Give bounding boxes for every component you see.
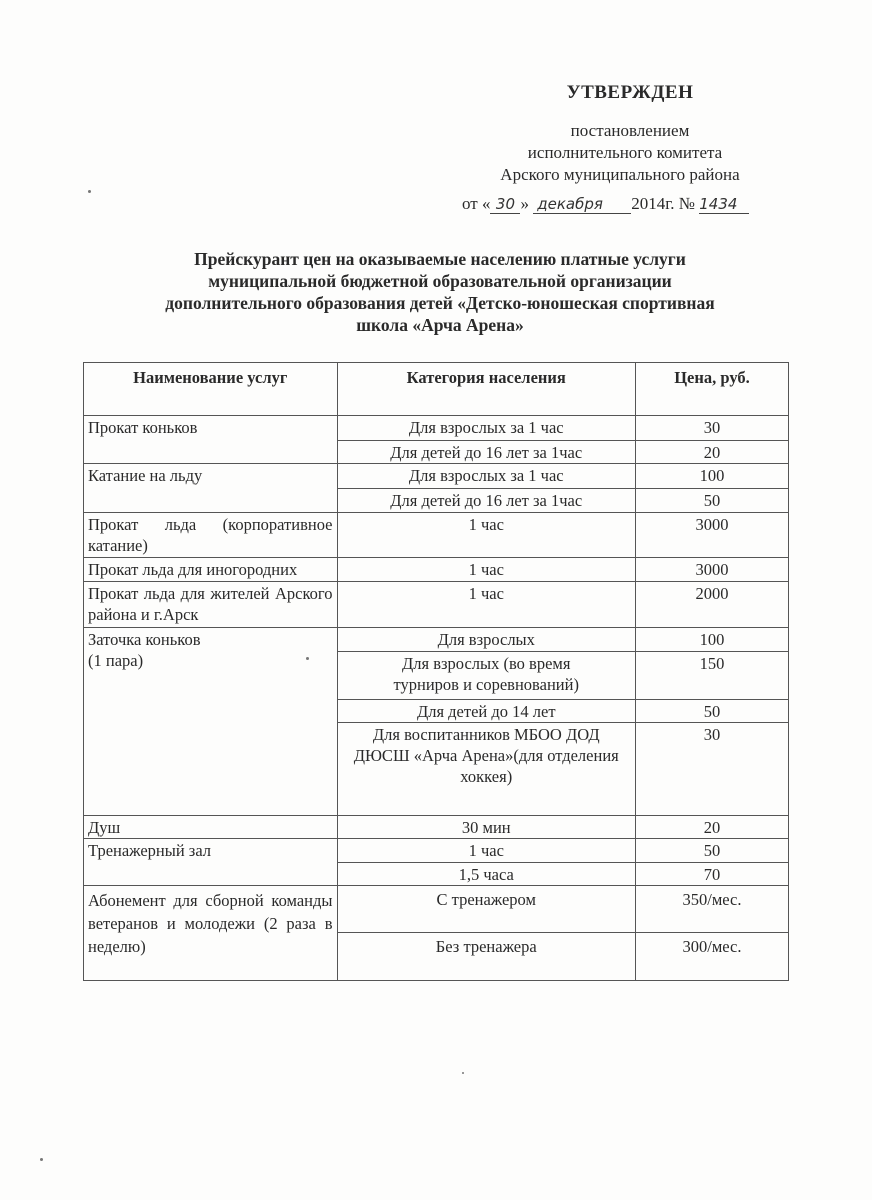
category-cell: Для детей до 16 лет за 1час <box>337 441 635 464</box>
service-cell: Душ <box>84 816 338 839</box>
category-cell: 1 час <box>337 582 635 628</box>
scan-speck <box>306 657 309 660</box>
date-prefix: от « <box>462 194 491 213</box>
price-cell: 50 <box>635 839 788 863</box>
approval-line-1: постановлением <box>570 121 690 140</box>
price-table <box>83 362 789 981</box>
price-cell: 150 <box>635 652 788 700</box>
service-cell: Прокат льда (корпоративное катание) <box>84 513 338 558</box>
decree-number: 1434 <box>699 195 749 214</box>
approval-line-3: Арского муниципального района <box>500 165 740 184</box>
approval-block <box>440 82 800 186</box>
price-cell: 70 <box>635 863 788 886</box>
service-cell: Катание на льду <box>84 464 338 513</box>
table-row <box>84 464 789 489</box>
table-row <box>84 628 789 652</box>
header-category: Категория населения <box>337 363 635 416</box>
category-cell: Для взрослых за 1 час <box>337 464 635 489</box>
service-cell: Прокат льда для иногородних <box>84 558 338 582</box>
category-cell: Для детей до 14 лет <box>337 700 635 723</box>
category-cell: Для взрослых <box>337 628 635 652</box>
price-cell: 30 <box>635 416 788 441</box>
table-row <box>84 416 789 441</box>
service-cell <box>84 628 338 816</box>
header-price: Цена, руб. <box>635 363 788 416</box>
scan-speck <box>88 190 91 193</box>
table-row <box>84 582 789 628</box>
service-cell: Тренажерный зал <box>84 839 338 886</box>
table-row <box>84 839 789 863</box>
table-row <box>84 886 789 933</box>
heading-line-3: дополнительного образования детей «Детско-юношеская спортивная <box>165 293 715 313</box>
heading-line-4: школа «Арча Арена» <box>356 315 524 335</box>
document-heading <box>95 248 785 336</box>
price-cell: 3000 <box>635 558 788 582</box>
heading-line-2: муниципальной бюджетной образовательной организации <box>208 271 672 291</box>
category-cell: 1 час <box>337 558 635 582</box>
category-cell: 30 мин <box>337 816 635 839</box>
header-service: Наименование услуг <box>84 363 338 416</box>
approval-date-line <box>462 194 749 214</box>
table-row <box>84 513 789 558</box>
table-row <box>84 558 789 582</box>
service-cell: Прокат коньков <box>84 416 338 464</box>
date-day: 30 <box>490 195 520 214</box>
price-cell: 3000 <box>635 513 788 558</box>
service-cell: Прокат льда для жителей Арского района и г.Арск <box>84 582 338 628</box>
category-cell: Для взрослых за 1 час <box>337 416 635 441</box>
price-cell: 50 <box>635 489 788 513</box>
price-cell: 300/мес. <box>635 933 788 981</box>
category-cell: 1 час <box>337 513 635 558</box>
category-cell: 1,5 часа <box>337 863 635 886</box>
date-month: декабря <box>533 195 631 214</box>
category-cell: Для взрослых (во время турниров и соревнований) <box>337 652 635 700</box>
category-cell: 1 час <box>337 839 635 863</box>
service-line-2: (1 пара) <box>88 651 144 670</box>
service-cell: Абонемент для сборной команды ветеранов и молодежи (2 раза в неделю) <box>84 886 338 981</box>
category-cell: Для воспитанников МБОО ДОД ДЮСШ «Арча Арена»(для отделения хоккея) <box>337 723 635 816</box>
date-mid: » <box>520 194 529 213</box>
price-cell: 100 <box>635 628 788 652</box>
approval-title: УТВЕРЖДЕН <box>566 82 694 103</box>
service-line-1: Заточка коньков <box>88 630 201 649</box>
table-header-row <box>84 363 789 416</box>
scan-speck <box>462 1072 464 1074</box>
category-cell: Для детей до 16 лет за 1час <box>337 489 635 513</box>
heading-line-1: Прейскурант цен на оказываемые населению платные услуги <box>194 249 686 269</box>
price-cell: 20 <box>635 441 788 464</box>
category-cell: С тренажером <box>337 886 635 933</box>
category-cell: Без тренажера <box>337 933 635 981</box>
approval-line-2: исполнительного комитета <box>527 143 723 162</box>
price-cell: 2000 <box>635 582 788 628</box>
price-cell: 30 <box>635 723 788 816</box>
price-cell: 350/мес. <box>635 886 788 933</box>
scan-speck <box>40 1158 43 1161</box>
table-row <box>84 816 789 839</box>
price-cell: 100 <box>635 464 788 489</box>
date-year: 2014г. № <box>631 194 695 213</box>
price-cell: 20 <box>635 816 788 839</box>
price-cell: 50 <box>635 700 788 723</box>
